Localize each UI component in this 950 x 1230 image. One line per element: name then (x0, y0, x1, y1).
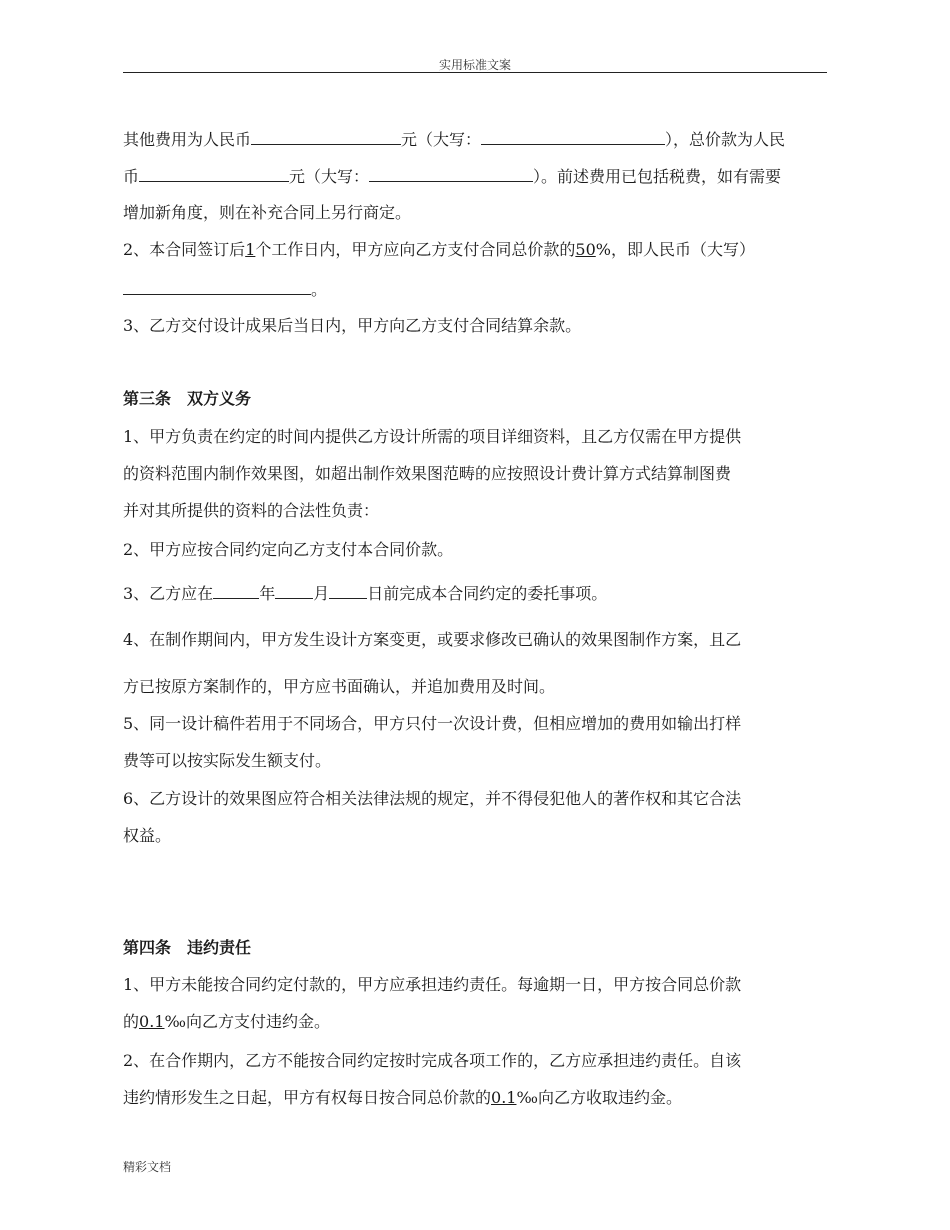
page-footer: 精彩文档 (123, 1160, 172, 1174)
text-line: 1、甲方未能按合同约定付款的，甲方应承担违约责任。每逾期一日，甲方按合同总价款 (123, 975, 742, 994)
section-heading: 第四条 违约责任 (123, 938, 252, 957)
text-line: 违约情形发生之日起，甲方有权每日按合同总价款的0.1‰向乙方收取违约金。 (123, 1088, 682, 1107)
text-line: 增加新角度，则在补充合同上另行商定。 (123, 203, 412, 222)
text-line: 4、在制作期间内，甲方发生设计方案变更，或要求修改已确认的效果图制作方案，且乙 (123, 630, 742, 649)
page-header: 实用标准文案 (438, 58, 511, 72)
fill-blank (213, 582, 259, 599)
text-line: 5、同一设计稿件若用于不同场合，甲方只付一次设计费，但相应增加的费用如输出打样 (123, 714, 742, 733)
text-line: 并对其所提供的资料的合法性负责： (123, 501, 380, 520)
text-line: 费等可以按实际发生额支付。 (123, 751, 332, 770)
fill-blank (369, 165, 533, 182)
text-line: 3、乙方交付设计成果后当日内，甲方向乙方支付合同结算余款。 (123, 316, 582, 335)
header-divider (123, 72, 827, 73)
fill-blank (123, 278, 311, 295)
text-line: 2、甲方应按合同约定向乙方支付本合同价款。 (123, 540, 454, 559)
text-line: 的0.1‰向乙方支付违约金。 (123, 1012, 330, 1031)
text-line: 权益。 (123, 826, 172, 845)
text-line: 2、在合作期内，乙方不能按合同约定按时完成各项工作的，乙方应承担违约责任。自该 (123, 1051, 742, 1070)
text-line: 2、本合同签订后1个工作日内，甲方应向乙方支付合同总价款的50%，即人民币（大写） (123, 240, 755, 259)
text-line: 3、乙方应在 年 月 日前完成本合同约定的委托事项。 (123, 584, 608, 603)
section-heading: 第三条 双方义务 (123, 389, 252, 408)
text-line: 其他费用为人民币 元（大写： ），总价款为人民 (123, 130, 786, 149)
fill-blank (139, 165, 289, 182)
text-line: 币 元（大写： ）。前述费用已包括税费，如有需要 (123, 167, 782, 186)
fill-blank (329, 582, 367, 599)
text-line: 。 (123, 278, 327, 300)
fill-blank (481, 128, 665, 145)
text-line: 方已按原方案制作的，甲方应书面确认，并追加费用及时间。 (123, 677, 556, 696)
fill-blank (275, 582, 313, 599)
text-line: 1、甲方负责在约定的时间内提供乙方设计所需的项目详细资料，且乙方仅需在甲方提供 (123, 427, 742, 446)
text-line: 的资料范围内制作效果图，如超出制作效果图范畴的应按照设计费计算方式结算制图费 (123, 464, 732, 483)
fill-blank (251, 128, 401, 145)
text-line: 6、乙方设计的效果图应符合相关法律法规的规定，并不得侵犯他人的著作权和其它合法 (123, 789, 742, 808)
